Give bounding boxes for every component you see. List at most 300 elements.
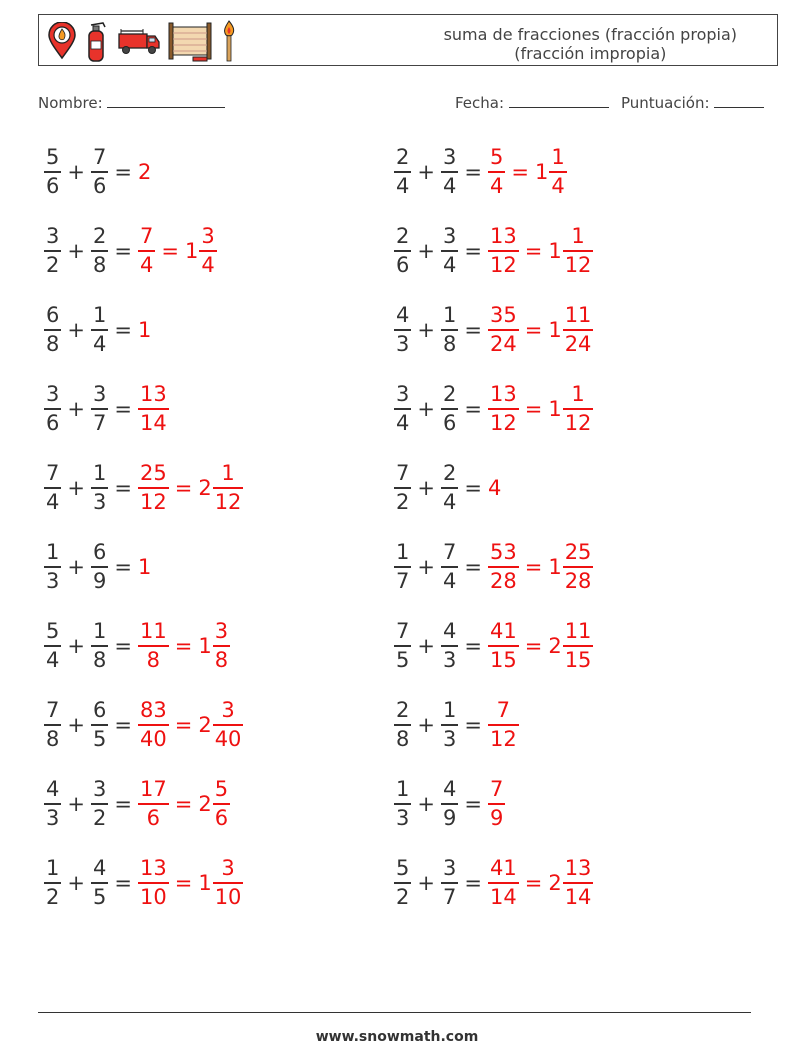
fraction	[563, 858, 594, 908]
problem-item	[394, 616, 593, 676]
fraction	[44, 779, 61, 829]
equals-sign: =	[464, 160, 482, 184]
denominator: 14	[489, 885, 517, 909]
plus-sign: +	[417, 239, 435, 263]
denominator: 12	[564, 253, 592, 277]
answer-equals-sign: =	[524, 555, 543, 579]
denominator: 14	[139, 411, 167, 435]
numerator: 1	[396, 777, 410, 801]
denominator: 8	[92, 253, 107, 277]
denominator: 12	[489, 253, 517, 277]
denominator: 24	[489, 332, 517, 356]
fraction	[138, 384, 169, 434]
numerator: 5	[46, 145, 60, 169]
answer-value: 2	[137, 160, 152, 184]
denominator: 6	[146, 806, 161, 830]
fraction	[441, 226, 458, 276]
numerator: 4	[442, 619, 457, 643]
answer-equals-sign: =	[524, 397, 543, 421]
fraction	[138, 779, 169, 829]
denominator: 4	[442, 253, 457, 277]
fraction	[44, 858, 61, 908]
mixed-whole: 1	[548, 397, 562, 421]
fraction	[44, 384, 61, 434]
numerator: 1	[92, 461, 107, 485]
plus-sign: +	[417, 555, 435, 579]
mixed-whole: 2	[548, 634, 562, 658]
fraction	[394, 542, 411, 592]
fraction	[488, 147, 505, 197]
numerator: 7	[396, 461, 410, 485]
fraction	[44, 226, 61, 276]
numerator: 3	[92, 382, 107, 406]
answer-value: 4	[487, 476, 502, 500]
denominator: 28	[489, 569, 517, 593]
mixed-whole: 1	[198, 634, 212, 658]
plus-sign: +	[67, 792, 85, 816]
fraction	[394, 621, 411, 671]
denominator: 12	[489, 727, 517, 751]
equals-sign: =	[464, 239, 482, 263]
denominator: 8	[46, 727, 60, 751]
numerator: 4	[92, 856, 107, 880]
problem-item	[394, 142, 567, 202]
numerator: 1	[46, 856, 60, 880]
denominator: 6	[92, 174, 107, 198]
denominator: 24	[564, 332, 592, 356]
denominator: 12	[139, 490, 167, 514]
plus-sign: +	[417, 476, 435, 500]
denominator: 4	[489, 174, 504, 198]
fraction	[91, 147, 108, 197]
numerator: 7	[496, 698, 511, 722]
fire-hose-icon	[167, 19, 213, 63]
numerator: 4	[46, 777, 60, 801]
numerator: 3	[46, 224, 60, 248]
numerator: 1	[92, 619, 107, 643]
equals-sign: =	[464, 476, 482, 500]
numerator: 1	[571, 382, 585, 406]
mixed-whole: 1	[184, 239, 199, 263]
plus-sign: +	[67, 871, 85, 895]
denominator: 12	[489, 411, 517, 435]
answer-equals-sign: =	[174, 634, 193, 658]
numerator: 3	[442, 145, 457, 169]
fraction	[91, 384, 108, 434]
problem-item	[44, 774, 230, 834]
answer-equals-sign: =	[511, 160, 529, 184]
worksheet-title	[444, 25, 737, 63]
numerator: 2	[396, 145, 410, 169]
denominator: 28	[564, 569, 592, 593]
denominator: 4	[551, 174, 565, 198]
fraction	[488, 858, 519, 908]
equals-sign: =	[114, 555, 132, 579]
denominator: 8	[46, 332, 60, 356]
fraction	[91, 542, 108, 592]
answer-equals-sign: =	[174, 871, 193, 895]
problem-item	[44, 616, 230, 676]
mixed-whole: 2	[198, 476, 212, 500]
name-blank[interactable]	[107, 92, 225, 108]
fire-extinguisher-icon	[83, 19, 111, 63]
plus-sign: +	[417, 318, 435, 342]
denominator: 5	[92, 727, 107, 751]
denominator: 15	[564, 648, 592, 672]
problem-item	[44, 300, 151, 360]
problem-item	[44, 379, 169, 439]
fraction	[394, 305, 411, 355]
fraction	[563, 542, 594, 592]
title-line-2: (fracción impropia)	[514, 44, 667, 63]
denominator: 12	[214, 490, 242, 514]
numerator: 13	[489, 382, 517, 406]
numerator: 7	[46, 698, 60, 722]
fraction	[441, 542, 458, 592]
numerator: 13	[489, 224, 517, 248]
answer-equals-sign: =	[524, 318, 543, 342]
numerator: 53	[489, 540, 517, 564]
numerator: 7	[396, 619, 410, 643]
numerator: 7	[92, 145, 107, 169]
problem-item	[394, 537, 593, 597]
plus-sign: +	[67, 318, 85, 342]
numerator: 3	[221, 856, 235, 880]
numerator: 5	[46, 619, 60, 643]
denominator: 40	[139, 727, 167, 751]
fraction	[394, 779, 411, 829]
fraction	[488, 384, 519, 434]
fraction	[441, 463, 458, 513]
denominator: 3	[396, 332, 410, 356]
denominator: 9	[442, 806, 457, 830]
mixed-whole: 2	[198, 713, 212, 737]
answer-equals-sign: =	[174, 476, 193, 500]
score-label: Puntuación:	[621, 94, 710, 112]
fraction	[394, 700, 411, 750]
numerator: 5	[214, 777, 229, 801]
problem-item	[44, 853, 243, 913]
numerator: 3	[92, 777, 107, 801]
date-field	[455, 92, 609, 112]
plus-sign: +	[67, 634, 85, 658]
numerator: 1	[221, 461, 235, 485]
fraction	[441, 621, 458, 671]
denominator: 3	[46, 569, 60, 593]
numerator: 2	[396, 224, 410, 248]
answer-value: 1	[137, 555, 152, 579]
mixed-whole: 2	[198, 792, 212, 816]
numerator: 1	[442, 698, 457, 722]
fraction	[441, 384, 458, 434]
plus-sign: +	[67, 160, 85, 184]
numerator: 4	[442, 777, 457, 801]
score-blank[interactable]	[714, 92, 764, 108]
plus-sign: +	[67, 713, 85, 737]
numerator: 2	[442, 461, 457, 485]
fraction	[138, 621, 169, 671]
answer-equals-sign: =	[524, 871, 543, 895]
denominator: 5	[92, 885, 107, 909]
denominator: 6	[46, 411, 60, 435]
date-blank[interactable]	[509, 92, 609, 108]
fraction	[563, 384, 594, 434]
denominator: 8	[442, 332, 457, 356]
numerator: 1	[442, 303, 457, 327]
denominator: 5	[396, 648, 410, 672]
fraction	[394, 384, 411, 434]
name-label: Nombre:	[38, 94, 103, 112]
numerator: 7	[139, 224, 154, 248]
worksheet-header	[38, 14, 778, 66]
problem-item	[394, 379, 593, 439]
equals-sign: =	[464, 713, 482, 737]
numerator: 41	[489, 619, 517, 643]
footer-url: www.snowmath.com	[315, 1029, 479, 1045]
fraction	[44, 305, 61, 355]
numerator: 17	[139, 777, 167, 801]
problem-item	[44, 458, 243, 518]
numerator: 13	[139, 856, 167, 880]
denominator: 3	[442, 727, 457, 751]
fraction	[44, 463, 61, 513]
denominator: 10	[139, 885, 167, 909]
equals-sign: =	[114, 871, 132, 895]
denominator: 8	[92, 648, 107, 672]
fraction	[91, 858, 108, 908]
problem-item	[44, 142, 151, 202]
header-icons	[47, 19, 239, 63]
numerator: 13	[564, 856, 592, 880]
fraction	[138, 858, 169, 908]
fraction	[441, 305, 458, 355]
equals-sign: =	[464, 318, 482, 342]
fraction	[394, 463, 411, 513]
problem-item	[394, 458, 501, 518]
fraction	[488, 621, 519, 671]
numerator: 83	[139, 698, 167, 722]
numerator: 3	[46, 382, 60, 406]
fraction	[213, 779, 230, 829]
problem-item	[394, 221, 593, 281]
fraction	[394, 147, 411, 197]
denominator: 4	[92, 332, 107, 356]
mixed-whole: 1	[548, 318, 562, 342]
footer-divider	[38, 1012, 751, 1013]
fraction	[394, 226, 411, 276]
plus-sign: +	[67, 239, 85, 263]
numerator: 3	[396, 382, 410, 406]
denominator: 4	[201, 253, 215, 277]
fraction	[488, 226, 519, 276]
denominator: 3	[46, 806, 60, 830]
numerator: 1	[551, 145, 565, 169]
plus-sign: +	[67, 397, 85, 421]
mixed-whole: 1	[198, 871, 212, 895]
plus-sign: +	[417, 871, 435, 895]
fraction	[91, 779, 108, 829]
numerator: 11	[139, 619, 167, 643]
denominator: 4	[442, 569, 457, 593]
fraction	[488, 779, 505, 829]
equals-sign: =	[464, 555, 482, 579]
fraction	[563, 305, 594, 355]
denominator: 12	[564, 411, 592, 435]
title-line-1: suma de fracciones (fracción propia)	[443, 25, 737, 44]
equals-sign: =	[464, 397, 482, 421]
denominator: 15	[489, 648, 517, 672]
fraction	[91, 463, 108, 513]
fire-truck-icon	[117, 26, 161, 56]
denominator: 7	[396, 569, 410, 593]
denominator: 4	[46, 648, 60, 672]
denominator: 2	[396, 885, 410, 909]
answer-equals-sign: =	[161, 239, 179, 263]
denominator: 6	[46, 174, 60, 198]
numerator: 2	[92, 224, 107, 248]
denominator: 6	[214, 806, 229, 830]
fraction	[394, 858, 411, 908]
answer-equals-sign: =	[174, 713, 193, 737]
equals-sign: =	[114, 792, 132, 816]
fraction	[44, 621, 61, 671]
denominator: 4	[139, 253, 154, 277]
denominator: 4	[442, 490, 457, 514]
problem-item	[394, 774, 505, 834]
answer-value: 1	[137, 318, 152, 342]
equals-sign: =	[114, 239, 132, 263]
numerator: 1	[46, 540, 60, 564]
denominator: 9	[489, 806, 504, 830]
numerator: 13	[139, 382, 167, 406]
numerator: 41	[489, 856, 517, 880]
fraction	[91, 226, 108, 276]
denominator: 3	[396, 806, 410, 830]
problem-item	[394, 695, 519, 755]
answer-equals-sign: =	[174, 792, 193, 816]
numerator: 7	[46, 461, 60, 485]
numerator: 6	[92, 698, 107, 722]
fraction	[138, 463, 169, 513]
equals-sign: =	[114, 160, 132, 184]
plus-sign: +	[417, 634, 435, 658]
answer-equals-sign: =	[524, 239, 543, 263]
problem-item	[44, 537, 151, 597]
fraction	[44, 700, 61, 750]
denominator: 3	[92, 490, 107, 514]
denominator: 4	[396, 411, 410, 435]
plus-sign: +	[417, 160, 435, 184]
fraction	[441, 700, 458, 750]
fraction	[488, 305, 519, 355]
problem-item	[394, 300, 593, 360]
fraction	[563, 621, 594, 671]
score-field	[621, 92, 764, 112]
numerator: 25	[139, 461, 167, 485]
problem-item	[44, 221, 217, 281]
numerator: 11	[564, 619, 592, 643]
denominator: 4	[46, 490, 60, 514]
fraction	[213, 463, 244, 513]
mixed-whole: 1	[548, 239, 562, 263]
fraction	[44, 542, 61, 592]
numerator: 6	[92, 540, 107, 564]
numerator: 1	[396, 540, 410, 564]
numerator: 25	[564, 540, 592, 564]
numerator: 35	[489, 303, 517, 327]
denominator: 40	[214, 727, 242, 751]
plus-sign: +	[417, 792, 435, 816]
denominator: 2	[396, 490, 410, 514]
plus-sign: +	[417, 713, 435, 737]
denominator: 10	[214, 885, 242, 909]
equals-sign: =	[114, 713, 132, 737]
fraction	[488, 700, 519, 750]
fraction	[91, 305, 108, 355]
numerator: 5	[396, 856, 410, 880]
fraction	[441, 779, 458, 829]
mixed-whole: 1	[534, 160, 549, 184]
matchstick-icon	[219, 19, 239, 63]
numerator: 3	[442, 856, 457, 880]
numerator: 2	[396, 698, 410, 722]
numerator: 11	[564, 303, 592, 327]
fraction	[213, 700, 244, 750]
numerator: 5	[489, 145, 504, 169]
denominator: 8	[146, 648, 161, 672]
equals-sign: =	[114, 318, 132, 342]
equals-sign: =	[464, 871, 482, 895]
plus-sign: +	[67, 476, 85, 500]
fraction	[441, 147, 458, 197]
numerator: 4	[396, 303, 410, 327]
fraction	[91, 700, 108, 750]
denominator: 3	[442, 648, 457, 672]
numerator: 6	[46, 303, 60, 327]
fraction	[91, 621, 108, 671]
fraction	[138, 700, 169, 750]
plus-sign: +	[67, 555, 85, 579]
denominator: 8	[214, 648, 229, 672]
numerator: 3	[221, 698, 235, 722]
numerator: 1	[92, 303, 107, 327]
denominator: 2	[92, 806, 107, 830]
fraction	[199, 226, 216, 276]
denominator: 2	[46, 885, 60, 909]
fraction	[488, 542, 519, 592]
date-label: Fecha:	[455, 94, 505, 112]
denominator: 6	[396, 253, 410, 277]
mixed-whole: 1	[548, 555, 562, 579]
problem-item	[44, 695, 243, 755]
numerator: 2	[442, 382, 457, 406]
denominator: 7	[442, 885, 457, 909]
equals-sign: =	[114, 634, 132, 658]
fire-location-pin-icon	[47, 22, 77, 60]
numerator: 7	[442, 540, 457, 564]
denominator: 4	[442, 174, 457, 198]
numerator: 3	[214, 619, 229, 643]
answer-equals-sign: =	[524, 634, 543, 658]
numerator: 1	[571, 224, 585, 248]
equals-sign: =	[464, 792, 482, 816]
numerator: 7	[489, 777, 504, 801]
fraction	[563, 226, 594, 276]
fraction	[213, 858, 244, 908]
mixed-whole: 2	[548, 871, 562, 895]
fraction	[138, 226, 155, 276]
denominator: 14	[564, 885, 592, 909]
